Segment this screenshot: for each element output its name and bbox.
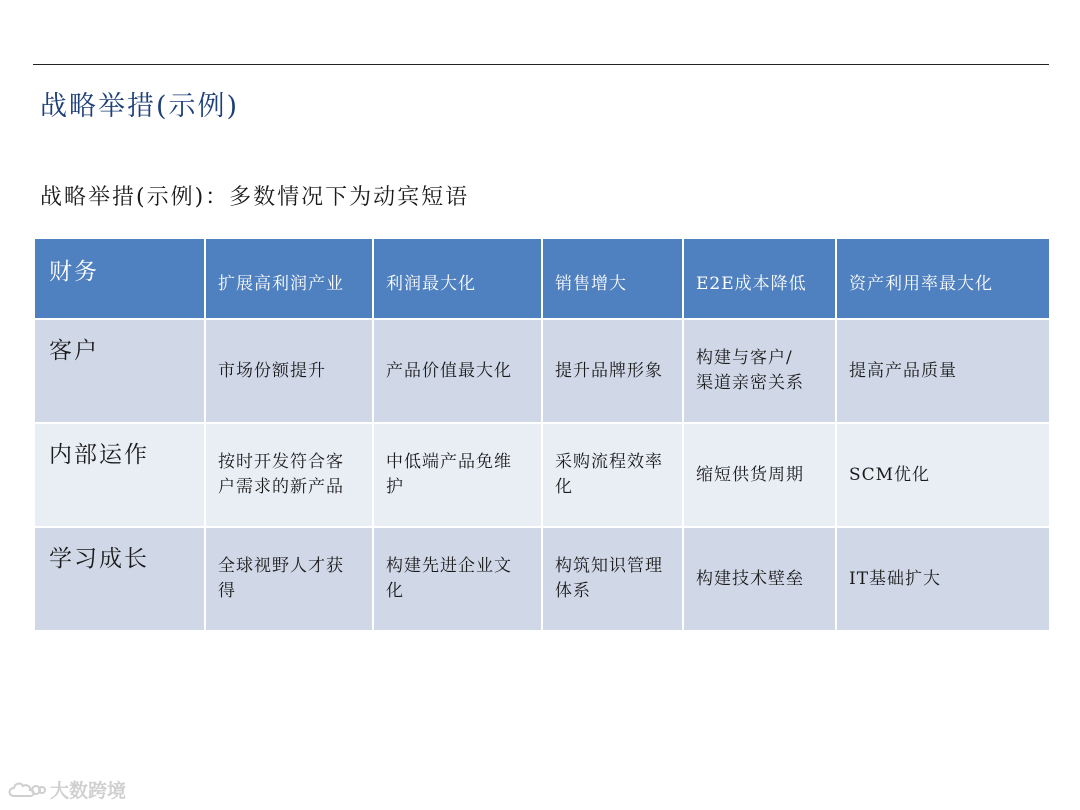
table-cell: 构建技术壁垒 (683, 527, 836, 631)
table-cell: 构建先进企业文化 (373, 527, 542, 631)
top-divider (33, 64, 1049, 65)
table-cell: 提高产品质量 (836, 319, 1049, 423)
page-title: 战略举措(示例) (40, 91, 240, 122)
table-row-customer (35, 319, 1049, 423)
table-cell: SCM优化 (836, 423, 1049, 527)
table-cell: 资产利用率最大化 (836, 239, 1049, 319)
row-label-customer: 客户 (35, 319, 205, 423)
row-label-finance: 财务 (35, 239, 205, 319)
table-cell: 构建与客户/ 渠道亲密关系 (683, 319, 836, 423)
table-cell: 按时开发符合客户需求的新产品 (205, 423, 373, 527)
table-cell: 市场份额提升 (205, 319, 373, 423)
subtitle: 战略举措(示例)：多数情况下为动宾短语 (40, 185, 470, 210)
table-cell: 构筑知识管理体系 (542, 527, 683, 631)
table-row-internal (35, 423, 1049, 527)
table-cell: 采购流程效率化 (542, 423, 683, 527)
row-label-internal: 内部运作 (35, 423, 205, 527)
table-row-finance (35, 239, 1049, 319)
table-cell: 扩展高利润产业 (205, 239, 373, 319)
table-cell: 缩短供货周期 (683, 423, 836, 527)
table-cell: 产品价值最大化 (373, 319, 542, 423)
strategy-table (35, 239, 1049, 632)
table-cell: IT基础扩大 (836, 527, 1049, 631)
table-cell: E2E成本降低 (683, 239, 836, 319)
watermark-text: 大数跨境 (50, 780, 127, 802)
table-cell: 中低端产品免维护 (373, 423, 542, 527)
table-cell: 提升品牌形象 (542, 319, 683, 423)
table-row-learning (35, 527, 1049, 631)
table-cell: 全球视野人才获得 (205, 527, 373, 631)
row-label-learning: 学习成长 (35, 527, 205, 631)
cloud-logo-icon (6, 779, 46, 801)
table-cell: 利润最大化 (373, 239, 542, 319)
watermark (6, 776, 126, 803)
table-cell: 销售增大 (542, 239, 683, 319)
